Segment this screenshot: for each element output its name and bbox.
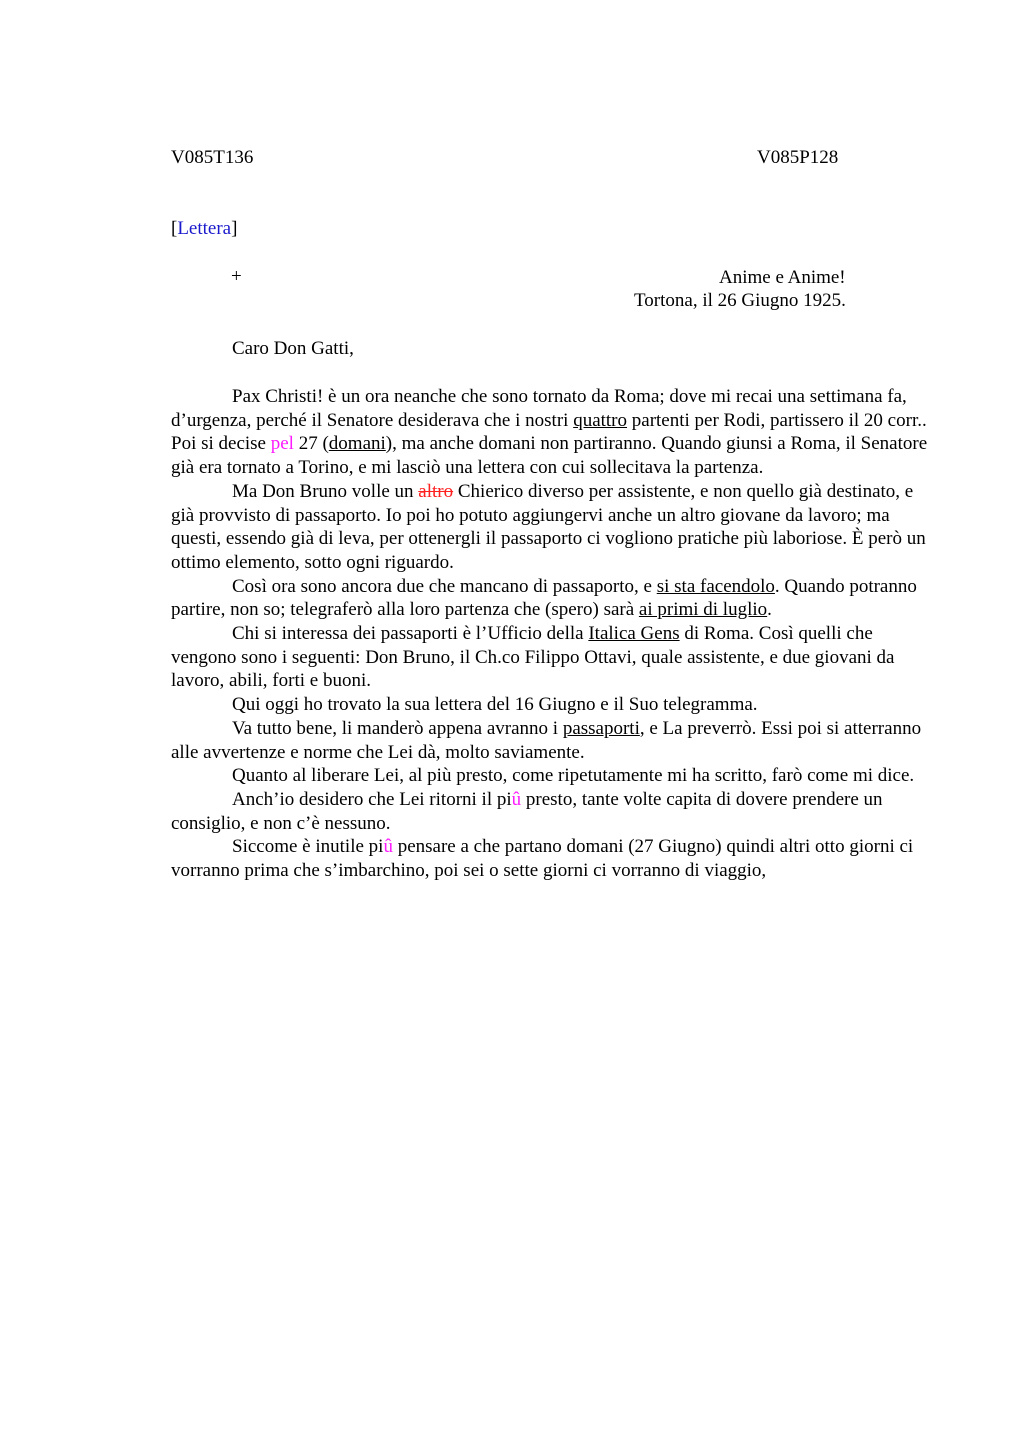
underlined-word: passaporti — [562, 717, 640, 739]
cross-symbol: + — [231, 266, 242, 287]
salutation: Caro Don Gatti, — [232, 338, 354, 359]
highlighted-letter: û — [511, 788, 522, 810]
document-type-text: Lettera — [177, 218, 232, 239]
underlined-word: quattro — [573, 409, 628, 431]
underlined-phrase: ai primi di luglio — [638, 599, 768, 621]
document-type-label — [171, 217, 237, 241]
underlined-word: domani — [328, 433, 386, 455]
underlined-phrase: Italica Gens — [588, 623, 680, 645]
paragraph-7: Quanto al liberare Lei, al più presto, come ripetutamente mi ha scritto, farò come mi dice. — [232, 765, 915, 787]
letter-body — [171, 385, 931, 883]
paragraph-3: Così ora sono ancora due che mancano di passaporto, e si sta facendolo. Quando potranno partire, non so; telegraferò alla loro partenza che (spero) sarà ai primi di luglio. — [171, 575, 917, 621]
paragraph-5: Qui oggi ho trovato la sua lettera del 16 Giugno e il Suo telegramma. — [232, 694, 758, 716]
paragraph-2: Ma Don Bruno volle un altro Chierico diverso per assistente, e non quello già destinato, e già provvisto di passaporto. Io poi ho potuto aggiungervi anche un altro giovane da lavoro; ma questi, essendo già di leva, per ottenergli il passaporto ci vogliono pratiche più laboriose. È però un ottimo elemento, sotto ogni riguardo. — [171, 480, 926, 573]
paragraph-4: Chi si interessa dei passaporti è l’Ufficio della Italica Gens di Roma. Così quelli che vengono sono i seguenti: Don Bruno, il Ch.co Filippo Ottavi, quale assistente, e due giovani da lavoro, abili, forti e buoni. — [171, 623, 895, 692]
struck-word: altro — [418, 480, 454, 502]
paragraph-9: Siccome è inutile piû pensare a che partano domani (27 Giugno) quindi altri otto giorni ci vorranno prima che s’imbarchino, poi sei o sette giorni ci vorranno di viaggio, — [171, 836, 914, 882]
highlighted-word: pel — [270, 433, 294, 455]
archive-code-right: V085P128 — [757, 147, 839, 168]
archive-code-left: V085T136 — [171, 147, 254, 168]
underlined-phrase: si sta facendolo — [656, 575, 775, 597]
paragraph-8: Anch’io desidero che Lei ritorni il piû presto, tante volte capita di dovere prendere un consiglio, e non c’è nessuno. — [171, 788, 883, 834]
place-date: Tortona, il 26 Giugno 1925. — [634, 290, 846, 311]
paragraph-1: Pax Christi! è un ora neanche che sono tornato da Roma; dove mi recai una settimana fa, d’urgenza, perché il Senatore desiderava che i nostri quattro partenti per Rodi, partissero il 20 corr.. Poi si decise pel 27 (domani), ma anche domani non partiranno. Quando giunsi a Roma, il Senatore già era tornato a Torino, e mi lasciò una lettera con cui sollecitava la partenza. — [171, 386, 928, 479]
highlighted-letter: û — [383, 836, 393, 858]
paragraph-6: Va tutto bene, li manderò appena avranno i passaporti, e La preverrò. Essi poi si atterranno alle avvertenze e norme che Lei dà, molto saviamente. — [171, 717, 922, 763]
close-bracket: ] — [231, 218, 238, 239]
motto: Anime e Anime! — [719, 267, 846, 288]
open-bracket: [ — [171, 218, 178, 239]
